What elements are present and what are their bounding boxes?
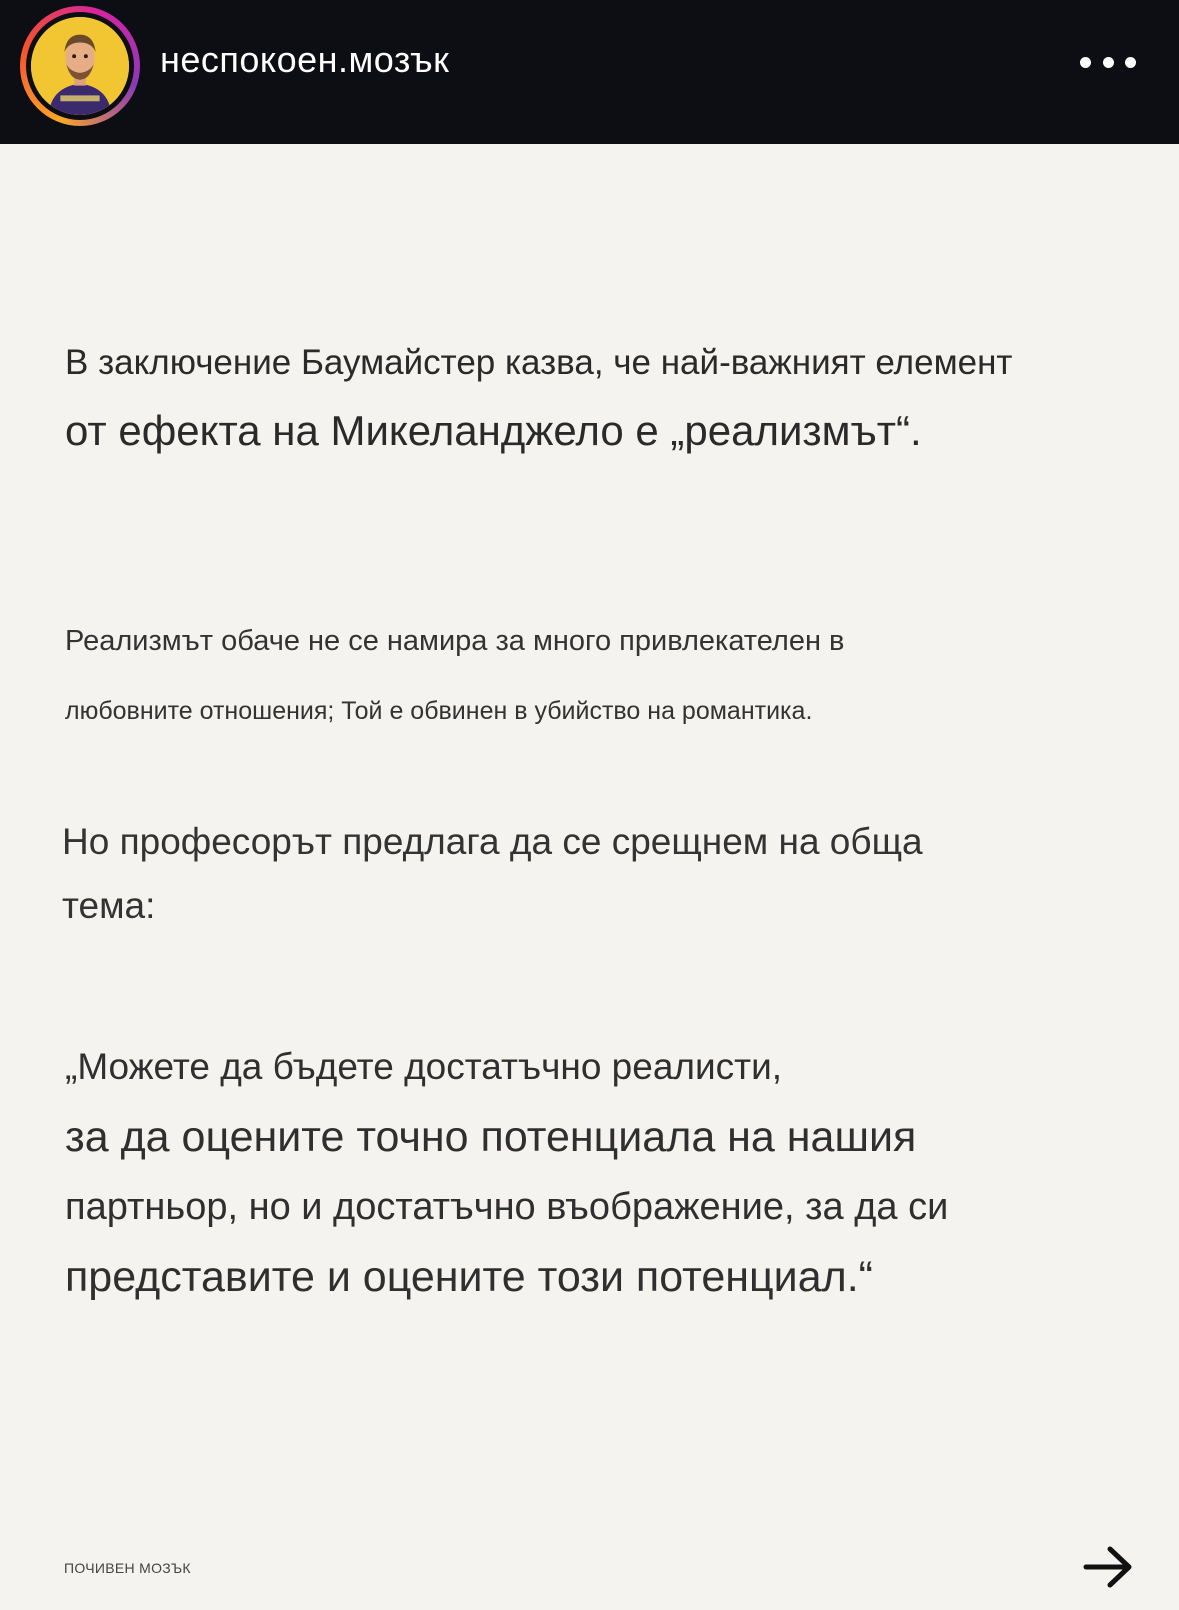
profile-avatar-icon[interactable]: [31, 17, 129, 115]
account-username[interactable]: неспокоен.мозък: [160, 39, 450, 80]
quote-line: представите и оцените този потенциал.“: [65, 1253, 873, 1301]
avatar-frame: [26, 12, 134, 120]
more-horizontal-icon-dot: [1125, 57, 1136, 68]
more-horizontal-icon: [1080, 57, 1091, 68]
avatar-illustration: [31, 17, 129, 115]
post-slide: [0, 144, 1179, 1610]
paragraph-line: Реализмът обаче не се намира за много привлекателен в: [65, 625, 845, 657]
paragraph-professor: [62, 810, 923, 938]
footer-brand-label: ПОЧИВЕН МОЗЪК: [64, 1560, 191, 1576]
paragraph-line: от ефекта на Микеланджело е „реализмът“.: [65, 407, 922, 454]
next-slide-button[interactable]: [1082, 1542, 1136, 1592]
paragraph-conclusion: [65, 329, 1012, 465]
more-horizontal-icon-dot: [1103, 57, 1114, 68]
paragraph-line: любовните отношения; Той е обвинен в убийство на романтика.: [65, 697, 813, 725]
more-options-button[interactable]: [1080, 44, 1136, 80]
story-ring[interactable]: [20, 6, 140, 126]
quote-line: „Можете да бъдете достатъчно реалисти,: [65, 1046, 783, 1087]
quote-line: партньор, но и достатъчно въображение, за да си: [65, 1186, 949, 1228]
post-header: [0, 0, 1179, 144]
quote-line: за да оцените точно потенциала на нашия: [65, 1113, 917, 1161]
paragraph-realism: [65, 606, 844, 746]
paragraph-line: Но професорът предлага да се срещнем на обща: [62, 821, 923, 862]
paragraph-line: В заключение Баумайстер казва, че най-важният елемент: [65, 343, 1013, 382]
quote-block: [65, 1032, 948, 1312]
arrow-right-icon: [1082, 1542, 1136, 1592]
paragraph-line: тема:: [62, 885, 156, 926]
